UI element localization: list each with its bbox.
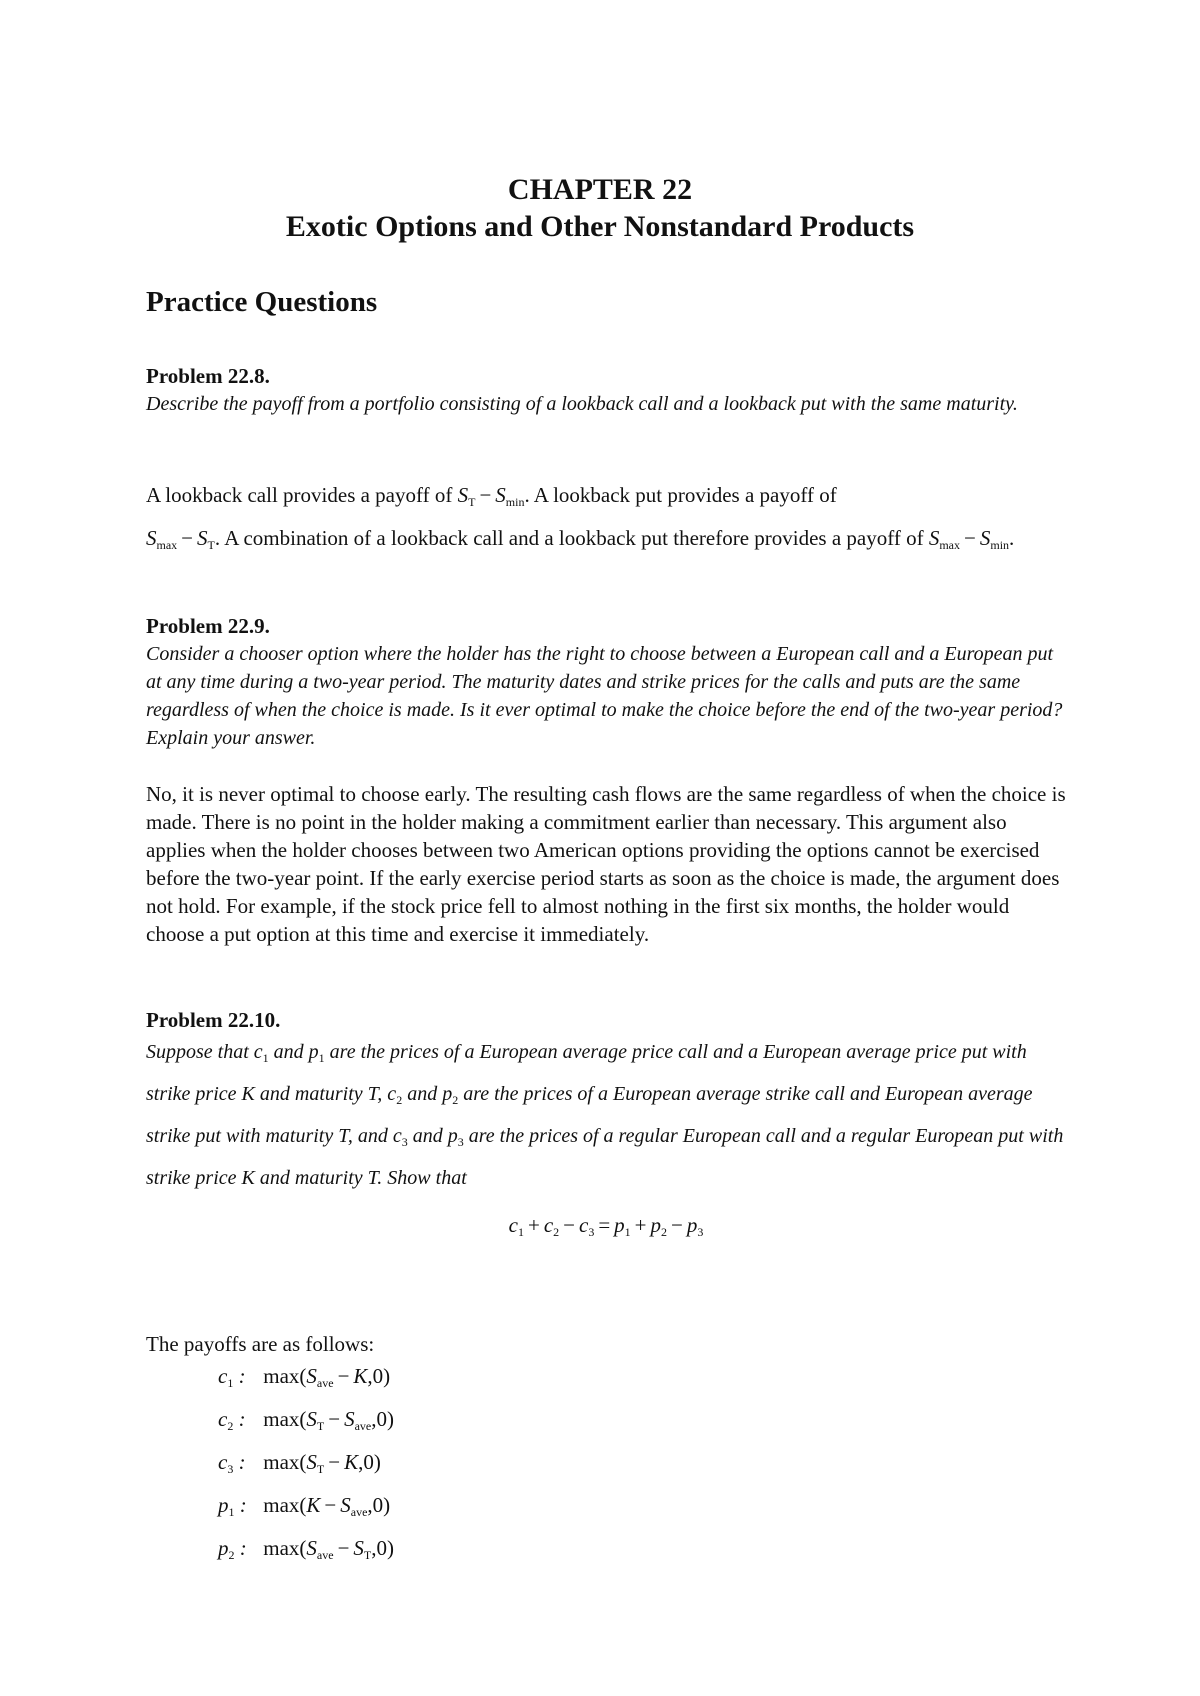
- payoff-formula-call: $S_T - S_{min}$: [457, 483, 525, 509]
- equation: $c_1 + c_2 - c_3 = p_1 + p_2 - p_3$: [508, 1213, 704, 1239]
- parity-equation: [146, 1210, 1066, 1247]
- var-T: T: [367, 1167, 378, 1189]
- payoff-list: [146, 1358, 1066, 1573]
- payoff-row-c1: $c_1$ : $\max(S_{ave} - K,0)$: [218, 1364, 391, 1390]
- problem-answer: No, it is never optimal to choose early. The resulting cash flows are the same regardless of when the choice is made. There is no point in the holder making a commitment earlier than necessary. This argument also applies when the holder chooses between two American options providing the options cannot be exercised before the two-year point. If the early exercise period starts as soon as the choice is made, the argument does not hold. For example, if the stock price fell to almost nothing in the first six months, the holder would choose a put option at this time and exercise it immediately.: [146, 782, 1066, 946]
- answer-text: . A combination of a lookback call and a lookback put therefore provides a payoff of: [214, 526, 924, 550]
- problem-label: Problem 22.10.: [146, 1008, 281, 1032]
- var-p3: $p_3$: [447, 1125, 464, 1149]
- problem-question: Suppose that $c_1$ and $p_1$ are the prices of a European average price call and a European average price put with strike price K and maturity T, $c_2$ and $p_2$ are the prices of a European average strike call and European average strike put with maturity T, and $c_3$ and $p_3$ are the prices of a regular European call and a regular European put with strike price K and maturity T. Show that: [146, 1041, 1064, 1189]
- payoff-formula-combined: $S_{max} - S_{min}$: [928, 526, 1010, 552]
- section-heading: Practice Questions: [146, 286, 378, 318]
- problem-label: Problem 22.9.: [146, 614, 270, 638]
- problem-22-9-answer: [146, 780, 1066, 948]
- payoff-formula-put: $S_{max} - S_T$: [146, 526, 215, 552]
- var-c2: $c_2$: [387, 1083, 403, 1107]
- answer-text: . A lookback put provides a payoff of: [524, 483, 837, 507]
- var-c3: $c_3$: [392, 1125, 408, 1149]
- var-T: T: [338, 1125, 348, 1147]
- var-p2: $p_2$: [442, 1083, 459, 1107]
- problem-22-10: [146, 1006, 1066, 1196]
- payoff-row-c3: $c_3$ : $\max(S_T - K,0)$: [218, 1450, 381, 1476]
- problem-label: Problem 22.8.: [146, 364, 270, 388]
- var-K: K: [241, 1083, 255, 1105]
- problem-question: Describe the payoff from a portfolio consisting of a lookback call and a lookback put with the same maturity.: [146, 393, 1018, 415]
- problem-question: Consider a chooser option where the holder has the right to choose between a European call and a European put at any time during a two-year period. The maturity dates and strike prices for the calls and puts are the same regardless of when the choice is made. Is it ever optimal to make the choice before the end of the two-year period? Explain your answer.: [146, 643, 1063, 749]
- var-c1: $c_1$: [253, 1041, 269, 1065]
- var-T: T: [367, 1083, 378, 1105]
- answer-text: .: [1009, 526, 1015, 550]
- payoffs-intro: The payoffs are as follows:: [146, 1332, 375, 1356]
- var-p1: $p_1$: [308, 1041, 325, 1065]
- problem-22-8: [146, 362, 1066, 418]
- problem-22-9: [146, 612, 1066, 752]
- chapter-subtitle: Exotic Options and Other Nonstandard Products: [285, 210, 915, 243]
- problem-answer: [146, 477, 1066, 563]
- chapter-title: CHAPTER 22: [507, 173, 693, 206]
- payoffs-section: [146, 1330, 1066, 1573]
- payoff-row-c2: $c_2$ : $\max(S_T - S_{ave},0)$: [218, 1407, 394, 1433]
- problem-22-8-answer: [146, 477, 1066, 563]
- title-block: [0, 172, 1200, 246]
- payoff-row-p2: $p_2$ : $\max(S_{ave} - S_T,0)$: [218, 1536, 394, 1562]
- var-K: K: [241, 1167, 255, 1189]
- payoff-row-p1: $p_1$ : $\max(K - S_{ave},0)$: [218, 1493, 391, 1519]
- answer-text: A lookback call provides a payoff of: [146, 483, 453, 507]
